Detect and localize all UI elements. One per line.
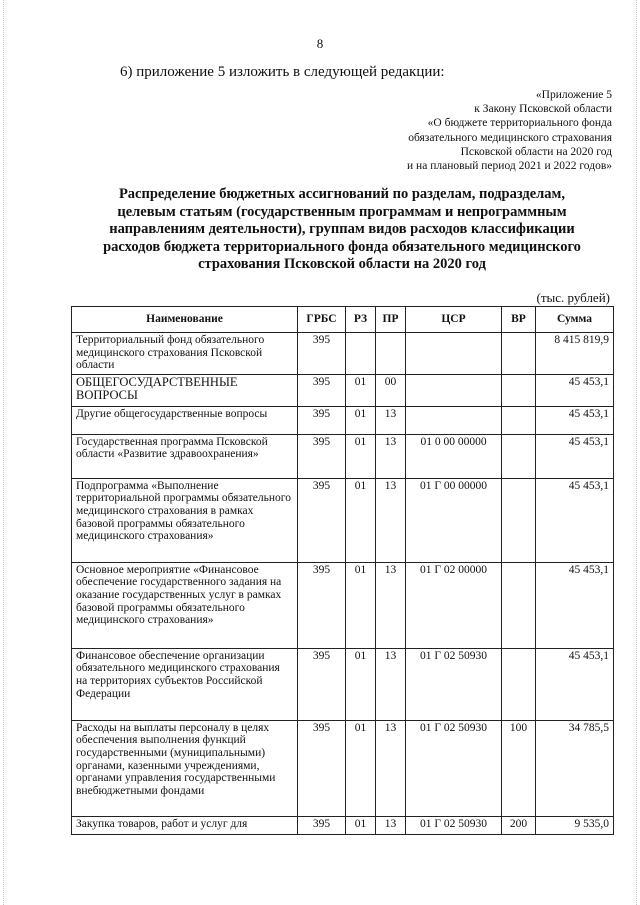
scan-edge-right: [636, 0, 637, 905]
row-name: Территориальный фонд обязательного медицинского страхования Псковской области: [72, 333, 298, 375]
row-pr: 13: [376, 562, 406, 648]
row-sum: 45 453,1: [536, 562, 614, 648]
row-name: Другие общегосударственные вопросы: [72, 406, 298, 434]
units-label: (тыс. рублей): [536, 290, 610, 305]
row-csr: [406, 374, 502, 406]
row-grbs: 395: [298, 406, 346, 434]
table-row: [72, 478, 614, 562]
table-row: [72, 333, 614, 375]
row-csr: [406, 406, 502, 434]
row-pr: [376, 333, 406, 375]
row-sum: 8 415 819,9: [536, 333, 614, 375]
row-vr: [502, 333, 536, 375]
appendix-line: Псковской области на 2020 год: [460, 145, 612, 158]
appendix-line: и на плановый период 2021 и 2022 годов»: [407, 160, 612, 173]
row-name: Финансовое обеспечение организации обязательного медицинского страхования на территориях субъектов Российской Федерации: [72, 648, 298, 720]
row-pr: 00: [376, 374, 406, 406]
intro-text: 6) приложение 5 изложить в следующей редакции:: [120, 64, 445, 80]
table-row: [72, 374, 614, 406]
row-rz: 01: [346, 374, 376, 406]
row-name: ОБЩЕГОСУДАРСТВЕННЫЕ ВОПРОСЫ: [72, 374, 298, 406]
row-csr: 01 Г 02 00000: [406, 562, 502, 648]
table-row: [72, 720, 614, 816]
row-name: Расходы на выплаты персоналу в целях обеспечения выполнения функций государственными (муниципальными) органами, казенными учреждениями, органами управления государственными внебюджетными фондами: [72, 720, 298, 816]
header-rz: РЗ: [346, 307, 376, 333]
row-pr: 13: [376, 816, 406, 834]
row-name: Закупка товаров, работ и услуг для: [72, 816, 298, 834]
row-csr: [406, 333, 502, 375]
row-vr: [502, 434, 536, 478]
title-line: направлениям деятельности), группам видов расходов классификации: [109, 221, 575, 237]
row-vr: [502, 406, 536, 434]
title-line: страхования Псковской области на 2020 год: [198, 256, 486, 272]
document-title: [72, 186, 612, 274]
row-rz: 01: [346, 648, 376, 720]
page-number: 8: [316, 36, 324, 51]
header-pr: ПР: [376, 307, 406, 333]
title-line: расходов бюджета территориального фонда обязательного медицинского: [103, 238, 581, 255]
row-vr: [502, 374, 536, 406]
appendix-line: «О бюджете территориального фонда: [427, 117, 612, 130]
row-sum: 45 453,1: [536, 406, 614, 434]
appendix-reference: [407, 88, 612, 173]
title-line: целевым статьям (государственным программам и непрограммным: [117, 203, 567, 220]
scan-edge-left: [3, 0, 4, 905]
row-sum: 45 453,1: [536, 374, 614, 406]
table-row: [72, 648, 614, 720]
row-vr: [502, 478, 536, 562]
row-sum: 34 785,5: [536, 720, 614, 816]
table-row: [72, 816, 614, 834]
header-csr: ЦСР: [406, 307, 502, 333]
table-row: [72, 562, 614, 648]
row-sum: 45 453,1: [536, 434, 614, 478]
row-rz: 01: [346, 816, 376, 834]
row-rz: 01: [346, 434, 376, 478]
row-grbs: 395: [298, 720, 346, 816]
row-vr: 100: [502, 720, 536, 816]
header-grbs: ГРБС: [298, 307, 346, 333]
row-grbs: 395: [298, 333, 346, 375]
row-rz: 01: [346, 478, 376, 562]
header-vr: ВР: [502, 307, 536, 333]
table-header-row: [72, 307, 614, 333]
row-csr: 01 Г 02 50930: [406, 816, 502, 834]
row-grbs: 395: [298, 478, 346, 562]
row-pr: 13: [376, 478, 406, 562]
table-row: [72, 406, 614, 434]
row-vr: [502, 562, 536, 648]
title-line: Распределение бюджетных ассигнований по разделам, подразделам,: [118, 186, 566, 202]
header-sum: Сумма: [536, 307, 614, 333]
row-name: Основное мероприятие «Финансовое обеспечение государственного задания на оказание государственных услуг в рамках базовой программы обязательного медицинского страхования»: [72, 562, 298, 648]
row-name: Государственная программа Псковской области «Развитие здравоохранения»: [72, 434, 298, 478]
row-pr: 13: [376, 406, 406, 434]
row-rz: 01: [346, 562, 376, 648]
row-pr: 13: [376, 648, 406, 720]
row-csr: 01 Г 02 50930: [406, 720, 502, 816]
row-vr: 200: [502, 816, 536, 834]
row-grbs: 395: [298, 374, 346, 406]
row-sum: 45 453,1: [536, 648, 614, 720]
row-name: Подпрограмма «Выполнение территориальной программы обязательного медицинского страхования в рамках базовой программы обязательного медицинского страхования»: [72, 478, 298, 562]
row-sum: 45 453,1: [536, 478, 614, 562]
row-csr: 01 0 00 00000: [406, 434, 502, 478]
row-rz: [346, 333, 376, 375]
table-row: [72, 434, 614, 478]
appendix-line: обязательного медицинского страхования: [408, 131, 612, 144]
row-csr: 01 Г 02 50930: [406, 648, 502, 720]
row-rz: 01: [346, 720, 376, 816]
row-grbs: 395: [298, 648, 346, 720]
budget-table: [71, 306, 614, 835]
header-name: Наименование: [72, 307, 298, 333]
row-grbs: 395: [298, 434, 346, 478]
appendix-line: к Закону Псковской области: [474, 103, 612, 116]
appendix-line: «Приложение 5: [535, 89, 612, 101]
row-pr: 13: [376, 434, 406, 478]
row-csr: 01 Г 00 00000: [406, 478, 502, 562]
row-grbs: 395: [298, 816, 346, 834]
row-vr: [502, 648, 536, 720]
row-sum: 9 535,0: [536, 816, 614, 834]
row-rz: 01: [346, 406, 376, 434]
row-grbs: 395: [298, 562, 346, 648]
row-pr: 13: [376, 720, 406, 816]
